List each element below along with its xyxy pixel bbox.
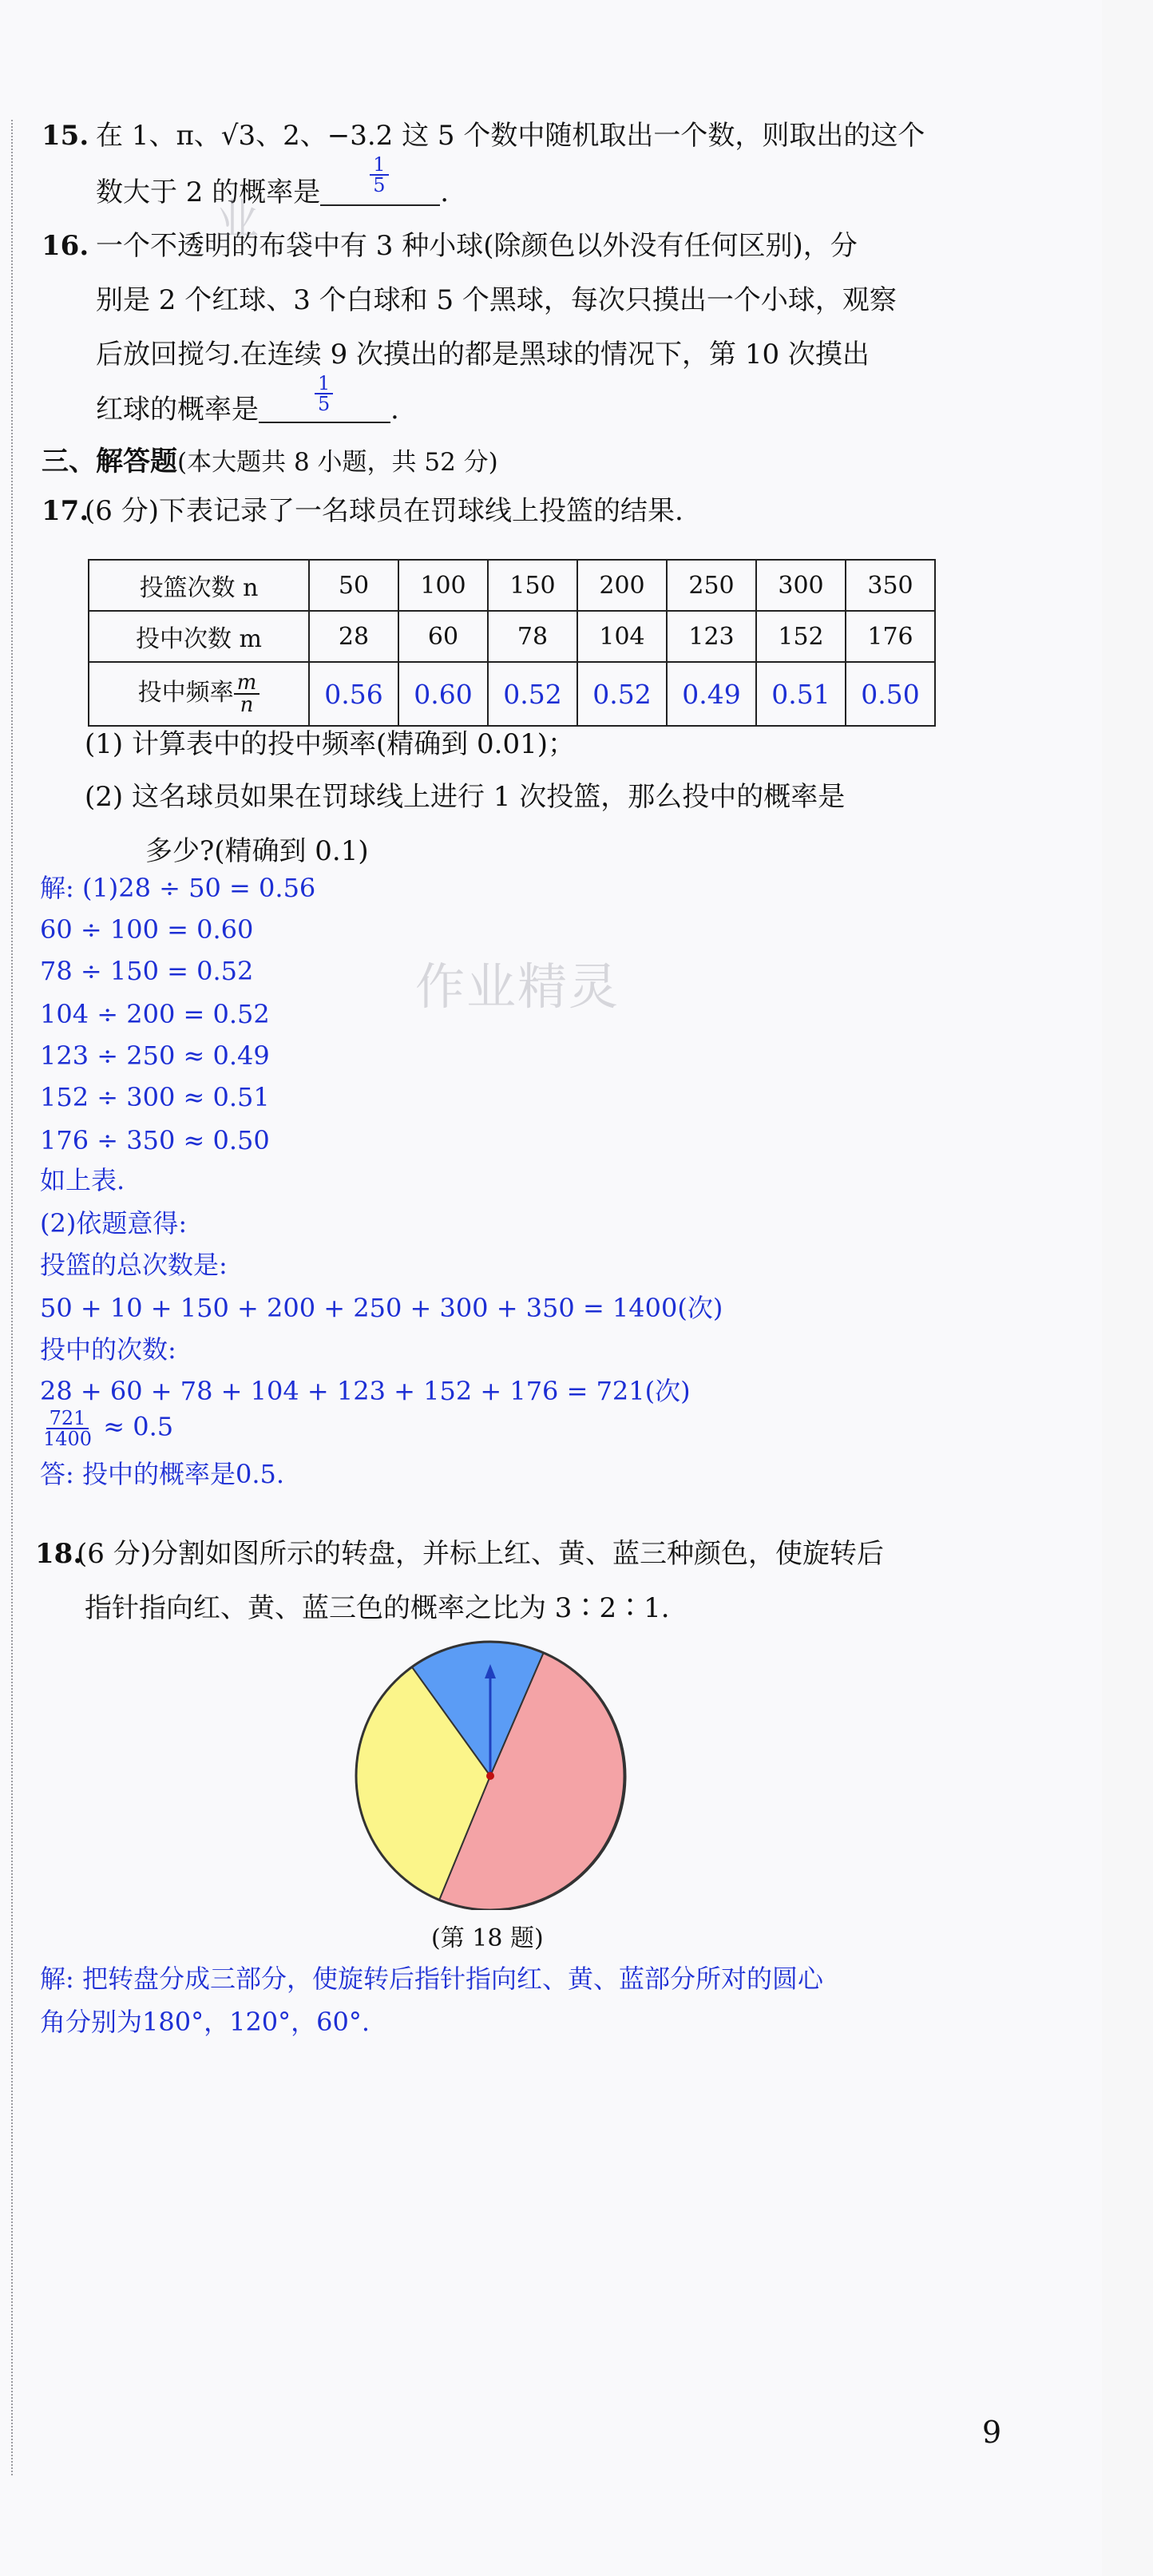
table-header-attempts: 投篮次数 n xyxy=(89,560,309,611)
section3-title: 三、解答题 xyxy=(42,446,177,478)
q17-solution-line: 123 ÷ 250 ≈ 0.49 xyxy=(40,1040,270,1071)
table-row-attempts xyxy=(89,560,935,611)
q16-answer-den: 5 xyxy=(318,393,331,415)
table-cell-answer: 0.56 xyxy=(309,662,398,726)
table-cell: 150 xyxy=(488,560,577,611)
table-row-frequency xyxy=(89,662,935,726)
table-cell-answer: 0.49 xyxy=(667,662,756,726)
q18-solution-line1: 解: 把转盘分成三部分，使旋转后指针指向红、黄、蓝部分所对的圆心 xyxy=(40,1964,823,1994)
table-cell: 300 xyxy=(756,560,846,611)
frequency-label: 投中频率 xyxy=(137,679,234,707)
spinner-center-dot xyxy=(486,1772,494,1780)
section3-heading xyxy=(42,444,498,480)
q17-solution-line: 50 + 10 + 150 + 200 + 250 + 300 + 350 = 1400(次) xyxy=(40,1293,723,1323)
table-cell: 176 xyxy=(846,611,935,662)
table-header-hits: 投中次数 m xyxy=(89,611,309,662)
shooting-results-table xyxy=(88,559,936,727)
q16-line3: 后放回搅匀.在连续 9 次摸出的都是黑球的情况下，第 10 次摸出 xyxy=(96,339,870,371)
q18-solution-line2: 角分别为180°，120°，60°. xyxy=(40,2007,370,2037)
table-cell: 200 xyxy=(577,560,667,611)
ratio-fraction xyxy=(40,1409,95,1449)
q16-line4-text: 红球的概率是 xyxy=(96,394,259,426)
q17-solution-line: 投篮的总次数是: xyxy=(40,1250,228,1280)
page-number: 9 xyxy=(982,2415,1002,2450)
q17-sub1: (1) 计算表中的投中频率(精确到 0.01)； xyxy=(85,728,576,760)
q17-solution-conclusion: 答: 投中的概率是0.5. xyxy=(40,1459,285,1489)
table-cell-answer: 0.52 xyxy=(488,662,577,726)
q15-line2-end: . xyxy=(440,176,450,208)
q17-solution-line: 78 ÷ 150 = 0.52 xyxy=(40,956,254,986)
q16-line1: 一个不透明的布袋中有 3 种小球(除颜色以外没有任何区别)，分 xyxy=(96,230,858,262)
q15-answer-fraction xyxy=(370,155,388,195)
q15-line1: 在 1、π、√3、2、−3.2 这 5 个数中随机取出一个数，则取出的这个 xyxy=(96,120,925,152)
q15-line2-text: 数大于 2 的概率是 xyxy=(96,176,321,208)
table-cell: 104 xyxy=(577,611,667,662)
frequency-frac-num: m xyxy=(234,672,260,695)
q17-solution-ratio xyxy=(40,1409,173,1449)
table-header-frequency xyxy=(89,662,309,726)
frequency-fraction xyxy=(234,672,260,715)
table-row-hits xyxy=(89,611,935,662)
q15-answer-num: 1 xyxy=(370,155,388,176)
q16-line4-end: . xyxy=(390,394,399,426)
table-cell: 78 xyxy=(488,611,577,662)
section3-note: (本大题共 8 小题，共 52 分) xyxy=(177,448,498,477)
figure-caption: (第 18 题) xyxy=(431,1924,544,1952)
q17-stem: (6 分)下表记录了一名球员在罚球线上投篮的结果. xyxy=(85,495,683,527)
q16-line2: 别是 2 个红球、3 个白球和 5 个黑球，每次只摸出一个小球，观察 xyxy=(96,284,897,316)
q17-solution-line: 投中的次数: xyxy=(40,1334,176,1365)
q16-number: 16. xyxy=(42,230,89,262)
q15-number: 15. xyxy=(42,120,89,152)
ratio-den: 1400 xyxy=(43,1428,93,1450)
ratio-result: ≈ 0.5 xyxy=(103,1411,174,1442)
q17-solution-line: 176 ÷ 350 ≈ 0.50 xyxy=(40,1125,270,1155)
q16-answer-num: 1 xyxy=(315,374,333,394)
ratio-num: 721 xyxy=(46,1409,89,1429)
q18-line2: 指针指向红、黄、蓝三色的概率之比为 3∶2∶1. xyxy=(85,1592,670,1624)
spinner-figure xyxy=(348,1639,636,1910)
table-cell-answer: 0.60 xyxy=(398,662,488,726)
q17-sub2-line2: 多少?(精确到 0.1) xyxy=(145,835,369,867)
q16-line4 xyxy=(96,372,399,427)
q18-number: 18. xyxy=(35,1538,83,1570)
table-cell: 28 xyxy=(309,611,398,662)
q17-solution-line: 解: (1)28 ÷ 50 = 0.56 xyxy=(40,873,316,903)
q17-solution-line: 60 ÷ 100 = 0.60 xyxy=(40,914,254,945)
table-cell: 123 xyxy=(667,611,756,662)
q17-solution-line: 如上表. xyxy=(40,1165,125,1195)
table-cell: 100 xyxy=(398,560,488,611)
q15-answer-blank xyxy=(320,153,440,206)
q17-solution-line: 104 ÷ 200 = 0.52 xyxy=(40,999,270,1029)
q17-sub2-line1: (2) 这名球员如果在罚球线上进行 1 次投篮，那么投中的概率是 xyxy=(85,781,846,813)
q16-answer-blank xyxy=(259,372,390,423)
q17-solution-line: 152 ÷ 300 ≈ 0.51 xyxy=(40,1082,270,1112)
margin-dotted-line xyxy=(11,120,13,2475)
watermark-faint: 业 xyxy=(216,194,260,244)
table-cell: 250 xyxy=(667,560,756,611)
table-cell: 50 xyxy=(309,560,398,611)
frequency-frac-den: n xyxy=(240,693,254,717)
q15-line2 xyxy=(96,153,450,210)
table-cell: 60 xyxy=(398,611,488,662)
q15-answer-den: 5 xyxy=(373,174,386,196)
q17-solution-line: 28 + 60 + 78 + 104 + 123 + 152 + 176 = 721(次) xyxy=(40,1376,691,1406)
q16-answer-fraction xyxy=(315,374,333,414)
table-cell-answer: 0.50 xyxy=(846,662,935,726)
q17-number: 17. xyxy=(42,495,89,527)
q18-line1: (6 分)分割如图所示的转盘，并标上红、黄、蓝三种颜色，使旋转后 xyxy=(77,1538,884,1570)
watermark: 作业精灵 xyxy=(415,957,620,1016)
table-cell: 350 xyxy=(846,560,935,611)
q17-solution-line: (2)依题意得: xyxy=(40,1208,188,1238)
table-cell-answer: 0.52 xyxy=(577,662,667,726)
table-cell: 152 xyxy=(756,611,846,662)
table-cell-answer: 0.51 xyxy=(756,662,846,726)
